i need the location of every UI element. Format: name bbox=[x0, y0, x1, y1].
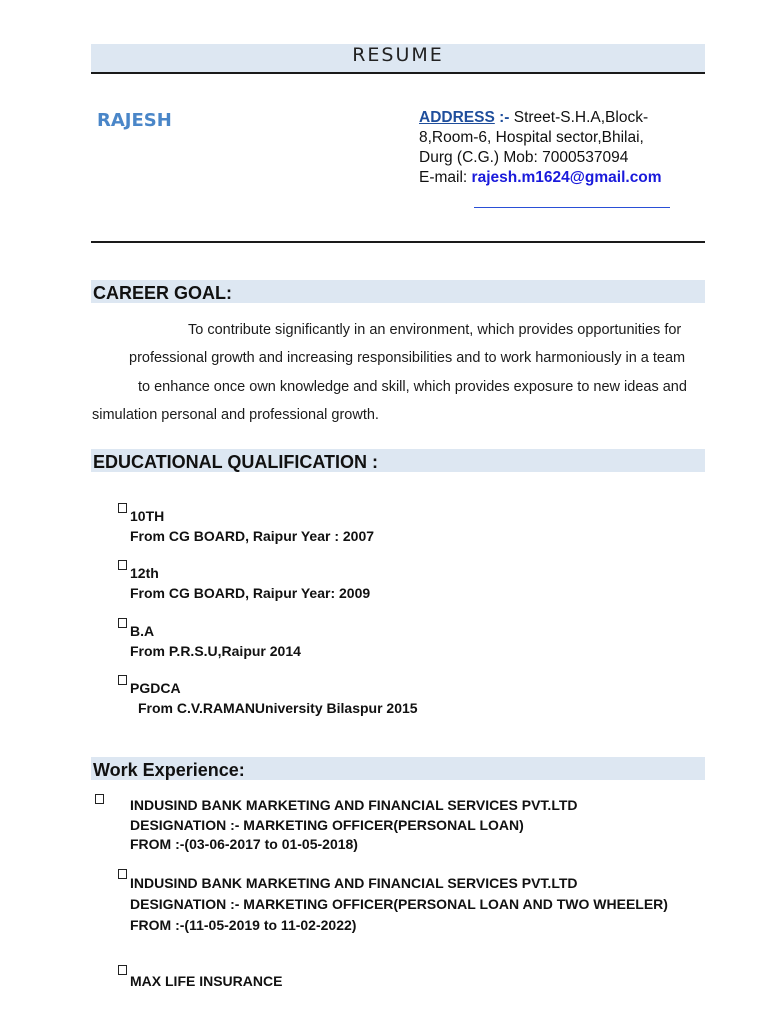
education-title: B.A bbox=[130, 623, 155, 639]
career-goal-line: to enhance once own knowledge and skill, which provides exposure to new ideas and bbox=[138, 378, 687, 395]
work-item bbox=[130, 796, 578, 855]
address-label: ADDRESS bbox=[419, 109, 495, 126]
address-street: Street-S.H.A,Block- bbox=[513, 109, 649, 126]
education-item bbox=[130, 679, 418, 718]
education-title: 10TH bbox=[130, 508, 165, 524]
education-item bbox=[130, 507, 374, 546]
education-heading: EDUCATIONAL QUALIFICATION : bbox=[91, 449, 705, 472]
checkbox-bullet-icon bbox=[118, 869, 127, 879]
checkbox-bullet-icon bbox=[118, 503, 127, 513]
education-title: PGDCA bbox=[130, 680, 181, 696]
work-period: FROM :-(03-06-2017 to 01-05-2018) bbox=[130, 836, 358, 852]
career-goal-heading: CAREER GOAL: bbox=[91, 280, 705, 303]
education-item bbox=[130, 564, 370, 603]
work-company: INDUSIND BANK MARKETING AND FINANCIAL SERVICES PVT.LTD bbox=[130, 875, 578, 891]
candidate-name: RAJESH bbox=[97, 110, 172, 131]
career-goal-line: To contribute significantly in an environment, which provides opportunities for bbox=[188, 322, 682, 338]
email-link[interactable]: rajesh.m1624@gmail.com bbox=[471, 169, 662, 186]
checkbox-bullet-icon bbox=[118, 618, 127, 628]
address-line-3: Durg (C.G.) Mob: 7000537094 bbox=[419, 149, 629, 166]
career-goal-text bbox=[92, 316, 706, 429]
address-line-1 bbox=[419, 108, 709, 128]
resume-title: RESUME bbox=[91, 44, 705, 74]
header-divider bbox=[91, 241, 705, 243]
work-designation: DESIGNATION :- MARKETING OFFICER(PERSONAL LOAN AND TWO WHEELER) bbox=[130, 896, 668, 912]
work-company: INDUSIND BANK MARKETING AND FINANCIAL SERVICES PVT.LTD bbox=[130, 797, 578, 813]
email-line bbox=[419, 168, 709, 188]
career-goal-line: simulation personal and professional growth. bbox=[92, 406, 379, 423]
work-period: FROM :-(11-05-2019 to 11-02-2022) bbox=[130, 917, 357, 933]
work-experience-heading: Work Experience: bbox=[91, 757, 705, 780]
hyperlink-underline bbox=[474, 207, 670, 208]
checkbox-bullet-icon bbox=[118, 560, 127, 570]
education-detail: From P.R.S.U,Raipur 2014 bbox=[130, 642, 301, 659]
address-line-2: 8,Room-6, Hospital sector,Bhilai, bbox=[419, 129, 644, 146]
address-block bbox=[419, 108, 709, 188]
education-detail: From CG BOARD, Raipur Year : 2007 bbox=[130, 527, 375, 544]
career-goal-line: professional growth and increasing responsibilities and to work harmoniously in a team bbox=[129, 350, 686, 367]
education-title: 12th bbox=[130, 565, 159, 581]
education-item bbox=[130, 622, 301, 661]
address-separator: :- bbox=[494, 109, 514, 126]
education-detail: From C.V.RAMANUniversity Bilaspur 2015 bbox=[138, 699, 418, 716]
work-designation: DESIGNATION :- MARKETING OFFICER(PERSONAL LOAN) bbox=[130, 816, 524, 833]
work-company: MAX LIFE INSURANCE bbox=[130, 973, 283, 989]
email-label: E-mail: bbox=[419, 169, 472, 186]
checkbox-bullet-icon bbox=[118, 965, 127, 975]
checkbox-bullet-icon bbox=[95, 794, 104, 804]
education-detail: From CG BOARD, Raipur Year: 2009 bbox=[130, 584, 371, 601]
work-item bbox=[130, 873, 668, 936]
work-item bbox=[130, 972, 282, 992]
checkbox-bullet-icon bbox=[118, 675, 127, 685]
